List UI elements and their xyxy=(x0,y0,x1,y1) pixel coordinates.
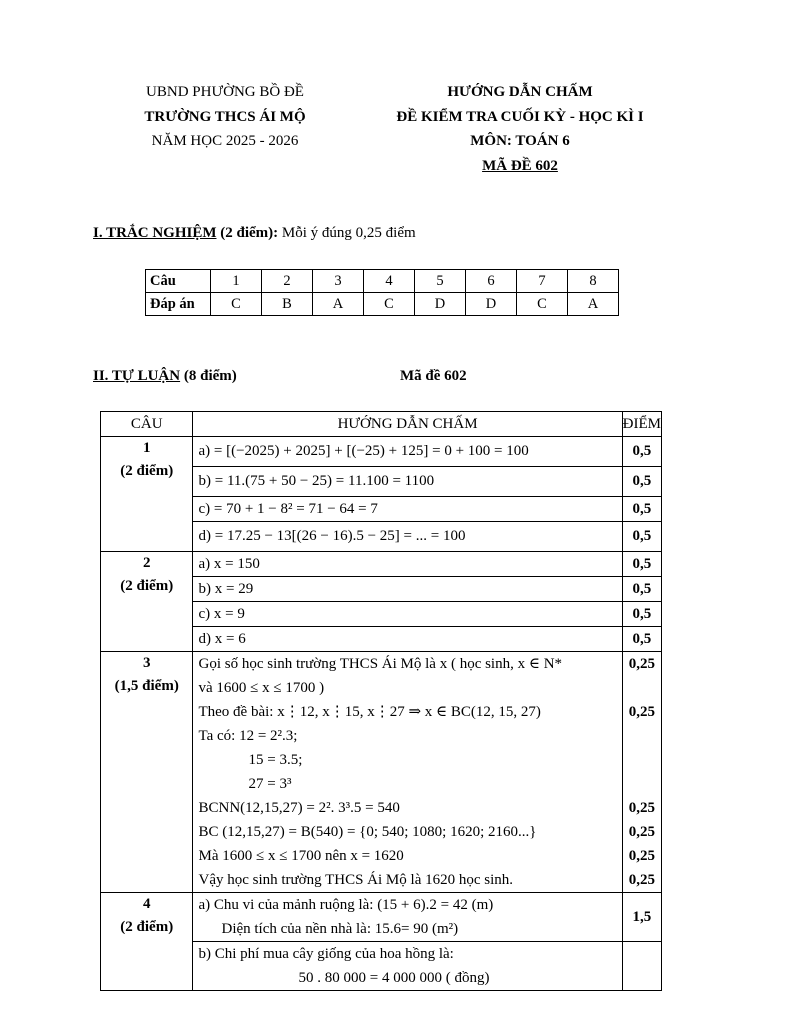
subject: MÔN: TOÁN 6 xyxy=(470,133,570,149)
question-number: 1 xyxy=(142,440,151,456)
section1-note: Mỗi ý đúng 0,25 điểm xyxy=(281,225,416,241)
answer-line: Vậy học sinh trường THCS Ái Mộ là 1620 học sinh. xyxy=(198,872,514,888)
section2-points: (8 điểm) xyxy=(183,368,237,384)
score-cell xyxy=(623,676,661,700)
question-row xyxy=(146,270,619,293)
section2-heading xyxy=(93,368,237,385)
score-cell xyxy=(623,772,661,796)
answer-line: d) = 17.25 − 13[(26 − 16).5 − 25] = ... = 100 xyxy=(198,528,466,544)
score-cell xyxy=(623,724,661,748)
answer-line: a) x = 150 xyxy=(193,552,621,577)
school-name: TRƯỜNG THCS ÁI MỘ xyxy=(144,108,306,125)
question-points: (2 điểm) xyxy=(120,919,174,935)
answer-line: a) = [(−2025) + 2025] + [(−25) + 125] = 0 + 100 = 100 xyxy=(193,437,621,467)
section1-title: I. TRẮC NGHIỆM xyxy=(93,225,217,241)
question-4b-score xyxy=(622,942,661,991)
answer-line: b) x = 29 xyxy=(193,577,621,602)
answer-line: và 1600 ≤ x ≤ 1700 ) xyxy=(198,680,325,696)
score-cell: 0,5 xyxy=(632,528,652,544)
question-2-guide xyxy=(193,552,622,652)
question-number: 2 xyxy=(142,555,151,571)
document-header xyxy=(355,80,685,178)
question-3-label xyxy=(101,652,193,893)
question-4a-guide xyxy=(193,893,622,942)
score-cell: 0,25 xyxy=(628,872,655,888)
answer-line: 27 = 3³ xyxy=(248,776,292,792)
district-name: UBND PHƯỜNG BỒ ĐỀ xyxy=(146,84,304,100)
score-cell: 0,5 xyxy=(623,497,661,522)
answer-line: BC (12,15,27) = B(540) = {0; 540; 1080; 1620; 2160...} xyxy=(198,824,537,840)
score-cell: 0,25 xyxy=(628,656,655,672)
multiple-choice-table xyxy=(145,269,619,316)
answer-line: 15 = 3.5; xyxy=(248,752,303,768)
answer-line: Theo đề bài: x⋮12, x⋮15, x⋮27 ⇒ x ∈ BC(12, 15, 27) xyxy=(198,704,541,720)
answer-label: Đáp án xyxy=(146,293,211,316)
question-2-row xyxy=(101,552,662,652)
score-cell: 0,5 xyxy=(623,467,661,497)
question-points: (2 điểm) xyxy=(120,463,174,479)
school-header xyxy=(100,80,350,154)
question-2-label xyxy=(101,552,193,652)
answer-row xyxy=(146,293,619,316)
answer-line: Diện tích của nền nhà là: 15.6= 90 (m²) xyxy=(221,921,459,937)
answer-line: 50 . 80 000 = 4 000 000 ( đồng) xyxy=(298,970,490,986)
score-cell: 0,5 xyxy=(623,552,661,577)
score-cell: 0,5 xyxy=(623,437,661,467)
answer-cell: A xyxy=(568,293,619,316)
question-number: 4 xyxy=(142,896,151,912)
section1-heading xyxy=(93,225,416,242)
score-cell xyxy=(623,748,661,772)
exam-name: ĐỀ KIỂM TRA CUỐI KỲ - HỌC KÌ I xyxy=(396,108,644,125)
question-points: (1,5 điểm) xyxy=(114,678,179,694)
grading-table xyxy=(100,411,662,991)
answer-line: Gọi số học sinh trường THCS Ái Mộ là x ( học sinh, x ∈ N* xyxy=(198,656,563,672)
score-cell: 0,25 xyxy=(628,824,655,840)
answer-line: Ta có: 12 = 2².3; xyxy=(198,728,298,744)
answer-cell: C xyxy=(517,293,568,316)
question-4b-guide xyxy=(193,942,622,991)
question-number: 1 xyxy=(211,270,262,293)
question-label: Câu xyxy=(146,270,211,293)
score-cell: 0,25 xyxy=(628,704,655,720)
question-number: 3 xyxy=(142,655,151,671)
question-number: 6 xyxy=(466,270,517,293)
answer-cell: D xyxy=(415,293,466,316)
answer-line: d) x = 6 xyxy=(198,631,246,647)
col-question: CÂU xyxy=(101,412,193,437)
col-score: ĐIỂM xyxy=(622,412,661,437)
section2-title: II. TỰ LUẬN xyxy=(93,368,181,384)
answer-line: a) Chu vi của mảnh ruộng là: (15 + 6).2 = 42 (m) xyxy=(198,897,494,913)
score-cell: 0,5 xyxy=(623,577,661,602)
score-cell: 0,5 xyxy=(623,602,661,627)
answer-cell: C xyxy=(364,293,415,316)
exam-code: MÃ ĐỀ 602 xyxy=(482,157,558,174)
question-3-scores xyxy=(622,652,661,893)
score-cell: 0,25 xyxy=(628,800,655,816)
table-header-row xyxy=(101,412,662,437)
answer-line: Mà 1600 ≤ x ≤ 1700 nên x = 1620 xyxy=(198,848,404,864)
answer-cell: B xyxy=(262,293,313,316)
question-1-label xyxy=(101,437,193,552)
answer-line: c) x = 9 xyxy=(193,602,621,627)
question-points: (2 điểm) xyxy=(120,578,174,594)
section2-code: Mã đề 602 xyxy=(400,368,467,384)
section1-points: (2 điểm): xyxy=(220,225,279,241)
score-cell: 0,25 xyxy=(628,848,655,864)
score-cell: 1,5 xyxy=(632,908,652,925)
question-3-row xyxy=(101,652,662,893)
question-4-row xyxy=(101,893,662,942)
answer-line: BCNN(12,15,27) = 2². 3³.5 = 540 xyxy=(198,800,400,816)
col-guide: HƯỚNG DẪN CHẤM xyxy=(193,412,622,437)
answer-cell: C xyxy=(211,293,262,316)
score-cell: 0,5 xyxy=(632,631,652,647)
question-1-guide xyxy=(193,437,622,552)
answer-line: b) Chi phí mua cây giống của hoa hồng là: xyxy=(198,946,454,962)
answer-cell: D xyxy=(466,293,517,316)
question-number: 4 xyxy=(364,270,415,293)
question-number: 5 xyxy=(415,270,466,293)
question-3-guide xyxy=(193,652,622,893)
answer-line: c) = 70 + 1 − 8² = 71 − 64 = 7 xyxy=(193,497,621,522)
question-1-scores xyxy=(622,437,661,552)
question-4a-score xyxy=(622,893,661,942)
question-number: 2 xyxy=(262,270,313,293)
question-1-row xyxy=(101,437,662,552)
answer-cell: A xyxy=(313,293,364,316)
question-2-scores xyxy=(622,552,661,652)
school-year: NĂM HỌC 2025 - 2026 xyxy=(151,133,299,149)
document-title: HƯỚNG DẪN CHẤM xyxy=(447,84,593,100)
answer-line: b) = 11.(75 + 50 − 25) = 11.100 = 1100 xyxy=(193,467,621,497)
question-number: 8 xyxy=(568,270,619,293)
question-number: 3 xyxy=(313,270,364,293)
question-4-label xyxy=(101,893,193,991)
question-number: 7 xyxy=(517,270,568,293)
